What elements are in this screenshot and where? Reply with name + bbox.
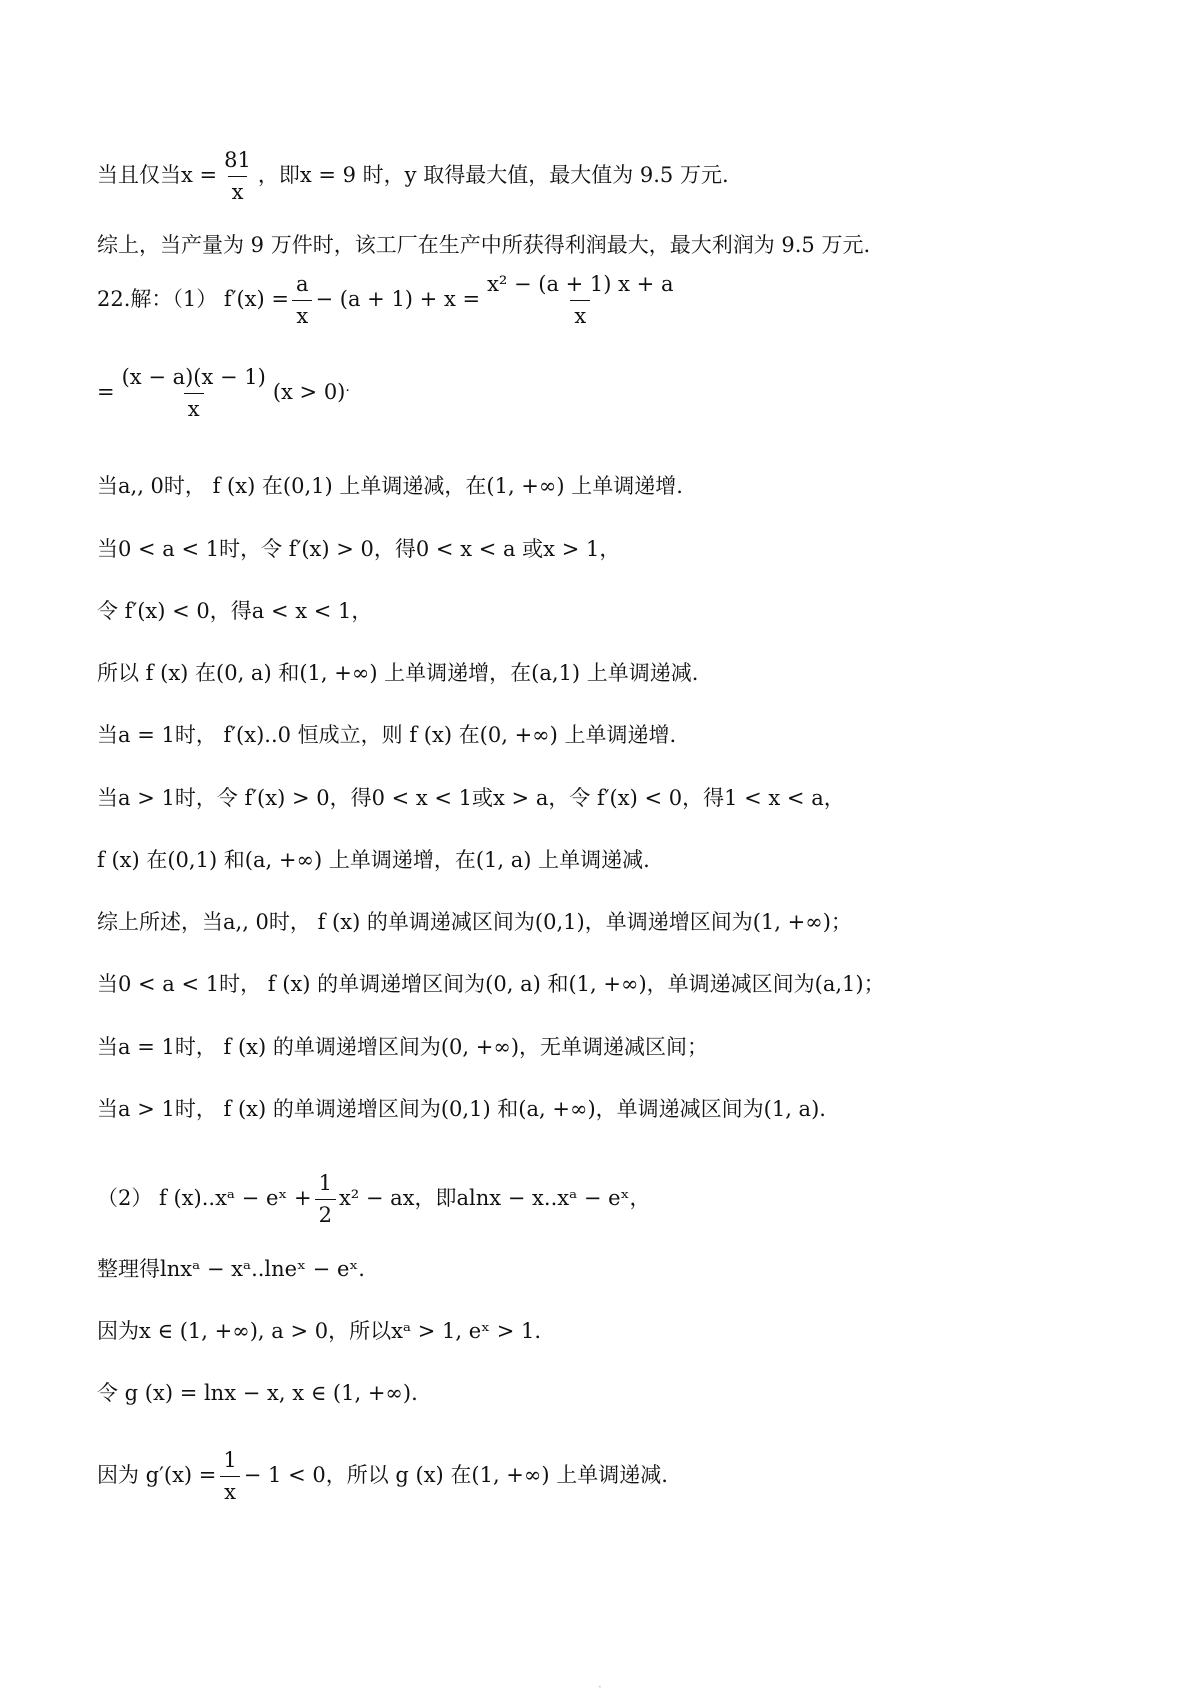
text: 当且仅当x = [97,163,218,188]
denominator: 2 [315,1199,336,1228]
fraction-factored-over-x [118,365,270,422]
text: ，即x = 9 时，y 取得最大值，最大值为 9.5 万元. [257,163,729,188]
line-20 [97,1448,1140,1505]
line-17: 整理得lnxᵃ − xᵃ..lneˣ − eˣ. [97,1257,365,1281]
line-15: 当a > 1时， f (x) 的单调递增区间为(0,1) 和(a, +∞)，单调递减区间为(1, a). [97,1097,826,1121]
line-2: 综上，当产量为 9 万件时，该工厂在生产中所获得利润最大，最大利润为 9.5 万元. [97,233,871,257]
text: x² − ax，即alnx − x..xᵃ − eˣ， [338,1186,651,1211]
line-5: 当a,, 0时， f (x) 在(0,1) 上单调递减，在(1, +∞) 上单调递增. [97,474,683,498]
numerator: (x − a)(x − 1) [121,365,266,389]
line-7: 令 f′(x) < 0，得a < x < 1， [97,599,373,623]
numerator: 1 [318,1171,332,1195]
denominator: x [220,1476,240,1505]
denominator: x [292,300,312,329]
line-12: 综上所述，当a,, 0时， f (x) 的单调递减区间为(0,1)，单调递增区间为(1, +∞)； [97,910,852,934]
line-4 [97,365,1140,422]
numerator: x² − (a + 1) x + a [487,272,674,296]
line-10: 当a > 1时，令 f′(x) > 0，得0 < x < 1或x > a，令 f′(x) < 0，得1 < x < a， [97,786,845,810]
text: (x > 0) [272,380,346,405]
fraction-one-half [315,1171,336,1228]
denominator: x [184,393,204,422]
numerator: 1 [223,1448,237,1472]
line-3 [97,272,1140,329]
fraction-a-over-x [292,272,313,329]
text: （2） f (x)..xᵃ − eˣ + [97,1186,312,1211]
line-19: 令 g (x) = lnx − x, x ∈ (1, +∞). [97,1381,418,1405]
text: = [97,380,115,405]
denominator: x [570,300,590,329]
line-13: 当0 < a < 1时， f (x) 的单调递增区间为(0, a) 和(1, +∞)，单调递减区间为(a,1)； [97,972,885,996]
page-footer-mark: · [598,1680,602,1694]
text: − 1 < 0，所以 g (x) 在(1, +∞) 上单调递减. [243,1463,668,1488]
text: − (a + 1) + x = [315,287,481,312]
line-11: f (x) 在(0,1) 和(a, +∞) 上单调递增，在(1, a) 上单调递减. [97,848,650,872]
line-8: 所以 f (x) 在(0, a) 和(1, +∞) 上单调递增，在(a,1) 上单调递减. [97,661,699,685]
fraction-81-over-x [220,148,255,205]
line-6: 当0 < a < 1时，令 f′(x) > 0，得0 < x < a 或x > 1， [97,537,621,561]
denominator: x [228,176,248,205]
text: 22.解：（1） f′(x) = [97,287,289,312]
numerator: 81 [224,148,251,172]
numerator: a [295,272,309,296]
line-14: 当a = 1时， f (x) 的单调递增区间为(0, +∞)，无单调递减区间； [97,1035,709,1059]
fraction-quadratic-over-x [483,272,677,329]
line-16 [97,1171,1140,1228]
fraction-one-over-x [219,1448,240,1505]
line-18: 因为x ∈ (1, +∞), a > 0，所以xᵃ > 1, eˣ > 1. [97,1319,542,1343]
dot: . [345,379,350,396]
text: 因为 g′(x) = [97,1463,217,1488]
line-1 [97,148,1140,205]
line-9: 当a = 1时， f′(x)..0 恒成立，则 f (x) 在(0, +∞) 上单调递增. [97,723,677,747]
